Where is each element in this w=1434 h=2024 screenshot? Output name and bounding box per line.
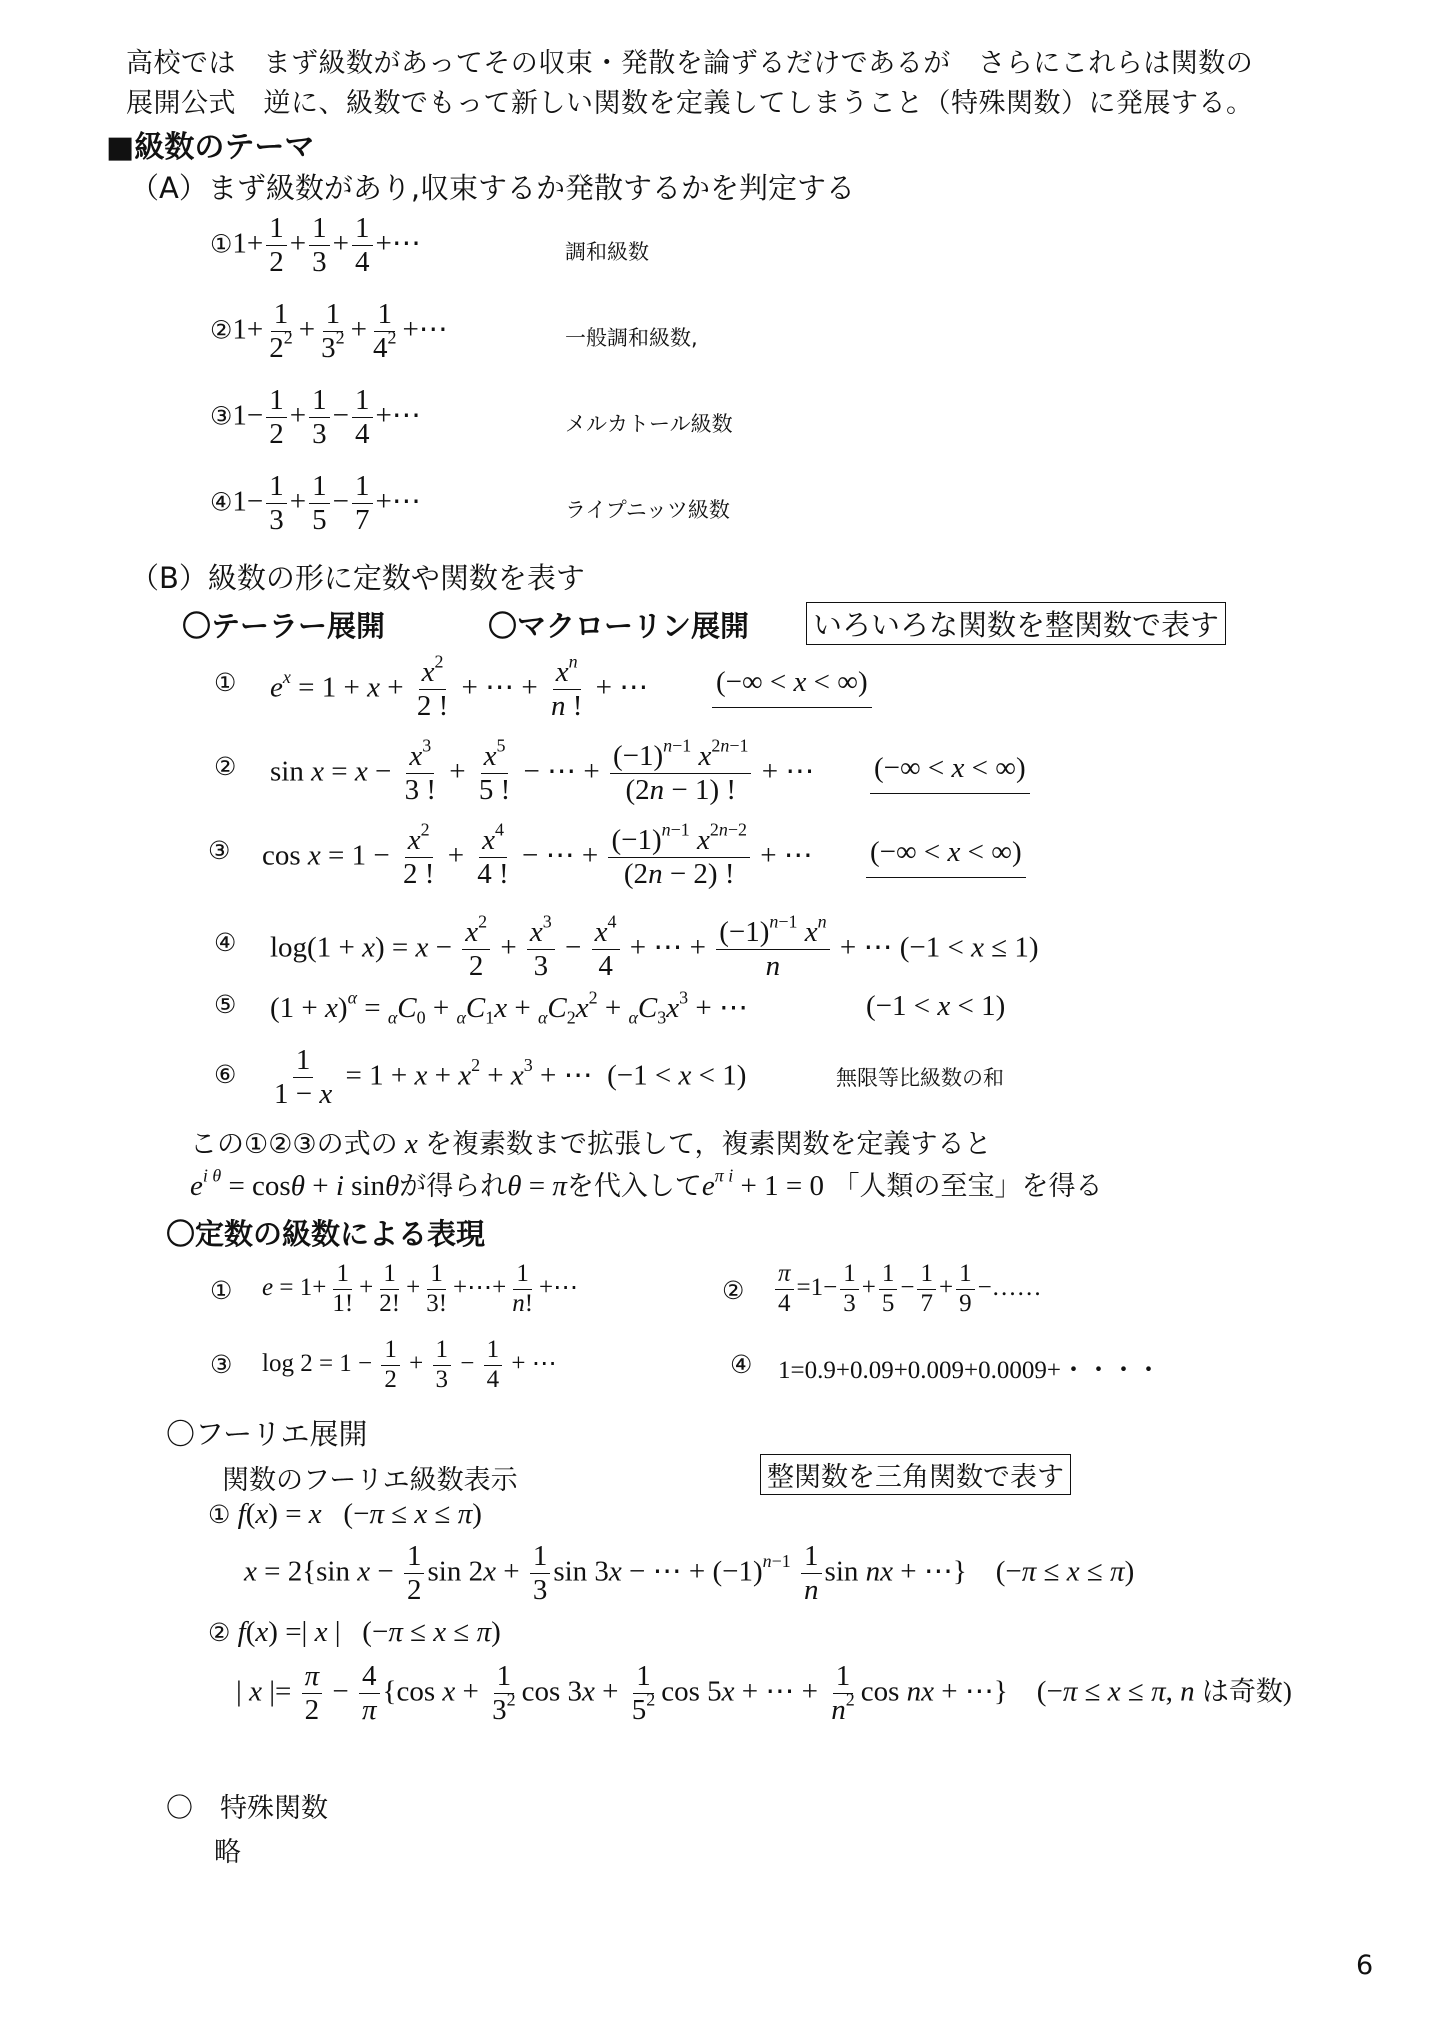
special-functions-body: 略 (214, 1837, 241, 1868)
part-b-heading: （B）級数の形に定数や関数を表す (130, 561, 585, 595)
expansion-log: log(1 + x) = x − $\frac{x^2}{2}$ + $\frac{x^3}{3}$ − $\frac{x^4}{4}$ + ⋯ + $\frac{(-1)^{n-1} x^n}{n}$ + ⋯ (−1 < x ≤ 1) (270, 911, 1039, 983)
expansion-geometric: $\frac{1}{1 - x}$ = $1 + x + x^2 + x^3$ + ⋯ (−1 < x < 1) (274, 1044, 747, 1111)
boxed-note-polynomial: いろいろな関数を整関数で表す (806, 602, 1226, 645)
series-general-harmonic-name: 一般調和級数, (565, 326, 698, 350)
boxed-note-trig: 整関数を三角関数で表す (760, 1454, 1071, 1495)
series-mercator: ③1− $\frac{1}{2}$ + $\frac{1}{3}$ − $\frac{1}{4}$ +⋯ (210, 384, 421, 451)
marker-b2: ② (214, 752, 237, 781)
page-number: 6 (1356, 1950, 1374, 1981)
section-title: ■級数のテーマ (106, 130, 315, 165)
series-harmonic: ①1+ $\frac{1}{2}$ + $\frac{1}{3}$ + $\frac{1}{4}$ +⋯ (210, 212, 421, 279)
marker-c4: ④ (730, 1350, 753, 1379)
part-a-heading: （A）まず級数があり,収束するか発散するかを判定する (130, 171, 856, 205)
geometric-note: 無限等比級数の和 (836, 1066, 1004, 1090)
marker-c2: ② (722, 1276, 745, 1305)
series-mercator-name: メルカトール級数 (565, 412, 733, 436)
fourier-f2-series: | x |= $\frac{\pi}{2}$ − $\frac{4}{\pi}$ {cos x + $\frac{1}{3^2}$ cos 3x + $\frac{1}{5^2}$ cos 5x + ⋯ + $\frac{1}{n^2}$ cos nx + ⋯} (−π ≤ x ≤ π, n は奇数) (236, 1660, 1292, 1727)
domain-binomial: (−1 < x < 1) (866, 990, 1006, 1022)
domain-cos: (−∞ < x < ∞) (866, 836, 1026, 878)
marker-b1: ① (214, 668, 237, 697)
expansion-cos: cos x = 1 − $\frac{x^2}{2 !}$ + $\frac{x^4}{4 !}$ − ⋯ + $\frac{(-1)^{n-1} x^{2n-2}}{(2n - 2) !}$ + ⋯ (262, 819, 813, 891)
constant-pi-over-4: $\frac{\pi}{4}$ =1− $\frac{1}{3}$ + $\frac{1}{5}$ − $\frac{1}{7}$ + $\frac{1}{9}$ −…… (772, 1260, 1042, 1319)
constant-e: e = 1+ $\frac{1}{1!}$ + $\frac{1}{2!}$ + $\frac{1}{3!}$ +⋯+ $\frac{1}{n!}$ +⋯ (262, 1260, 579, 1317)
constants-heading: 〇定数の級数による表現 (166, 1217, 486, 1251)
fourier-f1-series: x = 2{sin x − $\frac{1}{2}$ sin 2x + $\frac{1}{3}$ sin 3x − ⋯ + $(-1)^{n-1}$ $\frac{1}{n}$ sin nx + ⋯} (−π ≤ x ≤ π) (244, 1540, 1135, 1607)
domain-sin: (−∞ < x < ∞) (870, 752, 1030, 794)
special-functions-heading: 〇 特殊関数 (166, 1793, 328, 1824)
marker-b5: ⑤ (214, 990, 237, 1019)
intro-line-2: 展開公式 逆に、級数でもって新しい関数を定義してしまうこと（特殊関数）に発展する。 (126, 88, 1254, 119)
marker-b3: ③ (208, 836, 231, 865)
domain-exp: (−∞ < x < ∞) (712, 666, 872, 708)
marker-c1: ① (210, 1276, 233, 1305)
fourier-heading: 〇フーリエ展開 (166, 1417, 368, 1451)
series-leibniz-name: ライプニッツ級数 (565, 498, 730, 522)
expansion-exp: $e^x = 1 + x$ + $\frac{x^2}{2 !}$ + ⋯ + $\frac{x^n}{n !}$ + ⋯ (270, 651, 649, 723)
fourier-subheading: 関数のフーリエ級数表示 (222, 1465, 518, 1496)
complex-extension-text: この①②③の式の x を複素数まで拡張して，複素関数を定義すると (190, 1128, 992, 1160)
taylor-heading: 〇テーラー展開 (182, 609, 386, 643)
maclaurin-heading: 〇マクローリン展開 (488, 609, 750, 643)
expansion-binomial: $(1 + x)^\alpha = _\alpha C_0 + _\alpha C_1x + _\alpha C_2x^2 + _\alpha C_3x^3$ + ⋯ (270, 987, 748, 1028)
series-general-harmonic: ②1+ $\frac{1}{2^2}$ + $\frac{1}{3^2}$ + $\frac{1}{4^2}$ +⋯ (210, 298, 448, 365)
constant-one: 1=0.9+0.09+0.009+0.0009+・・・・ (778, 1357, 1161, 1384)
constant-log2: log 2 = 1 − $\frac{1}{2}$ + $\frac{1}{3}$ − $\frac{1}{4}$ + ⋯ (262, 1336, 557, 1393)
expansion-sin: sin x = x − $\frac{x^3}{3 !}$ + $\frac{x^5}{5 !}$ − ⋯ + $\frac{(-1)^{n-1} x^{2n-1}}{(2n - 1) !}$ + ⋯ (270, 735, 815, 807)
marker-c3: ③ (210, 1350, 233, 1379)
series-leibniz: ④1− $\frac{1}{3}$ + $\frac{1}{5}$ − $\frac{1}{7}$ +⋯ (210, 470, 421, 537)
euler-formula-line: $e^{i \theta} = \cos\theta + i$ sinθが得られθ = πを代入して$e^{\pi i} + 1 = 0$ 「人類の至宝」を得る (190, 1165, 1103, 1202)
fourier-f2-def: ② f(x) =| x | (−π ≤ x ≤ π) (208, 1616, 501, 1648)
marker-b4: ④ (214, 928, 237, 957)
fourier-f1-def: ① f(x) = x (−π ≤ x ≤ π) (208, 1498, 482, 1530)
marker-b6: ⑥ (214, 1060, 237, 1089)
intro-line-1: 高校では まず級数があってその収束・発散を論ずるだけであるが さらにこれらは関数の (126, 48, 1254, 79)
series-harmonic-name: 調和級数 (565, 240, 649, 264)
